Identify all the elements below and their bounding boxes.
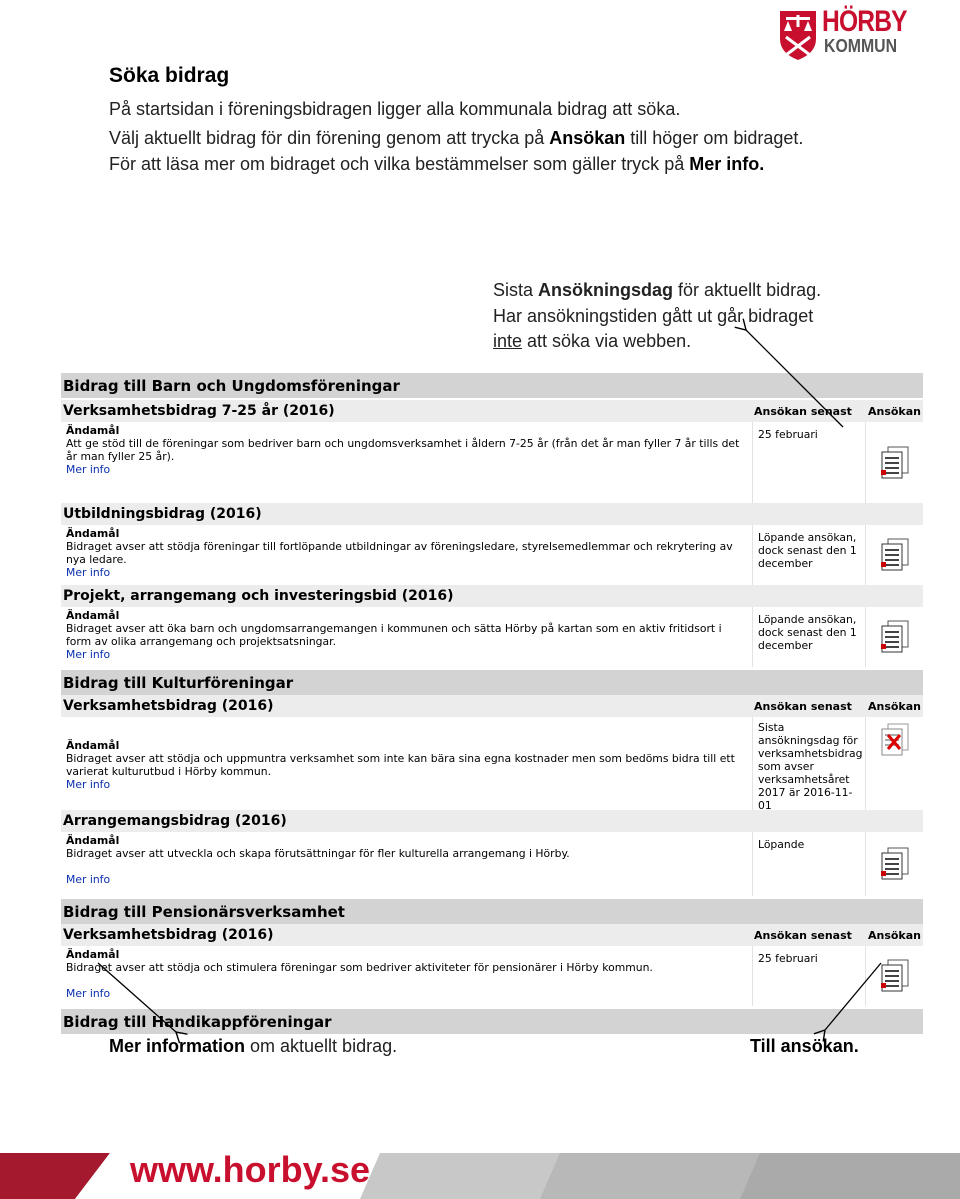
- more-info-link[interactable]: Mer info: [66, 463, 111, 476]
- grant-text: Bidraget avser att stödja och stimulera föreningar som bedriver aktiviteter för pensionärer i Hörby kommun.: [66, 961, 653, 974]
- intro-line-3: För att läsa mer om bidraget och vilka bestämmelser som gäller tryck på Mer info.: [109, 154, 765, 174]
- column-header-apply: Ansökan: [867, 700, 921, 713]
- grant-deadline: 25 februari: [753, 946, 866, 1006]
- column-header-apply: Ansökan: [867, 405, 921, 418]
- more-info-link[interactable]: Mer info: [66, 648, 111, 661]
- apply-caption: Till ansökan.: [750, 1036, 859, 1056]
- intro-line-1: På startsidan i föreningsbidragen ligger alla kommunala bidrag att söka.: [109, 99, 681, 119]
- grant-deadline: Löpande ansökan, dock senast den 1 december: [753, 525, 866, 585]
- purpose-label: Ändamål: [66, 527, 120, 540]
- intro-line-2: Välj aktuellt bidrag för din förening genom att trycka på Ansökan till höger om bidraget.: [109, 128, 804, 148]
- logo-text-horby: HÖRBY: [822, 5, 907, 38]
- purpose-label: Ändamål: [66, 948, 120, 961]
- arrow-icon: [746, 330, 843, 427]
- grant-name: Arrangemangsbidrag (2016): [61, 810, 923, 832]
- column-header-deadline: Ansökan senast: [754, 405, 852, 418]
- category-header: Bidrag till Kulturföreningar: [61, 670, 923, 695]
- grant-text: Bidraget avser att stödja och uppmuntra verksamhet som inte kan bära sina egna kostnader men som bedöms bidra till ett varierat kulturutbud i Hörby kommun.: [66, 752, 735, 778]
- grant-name: Utbildningsbidrag (2016): [61, 503, 923, 525]
- grant-deadline: 25 februari: [753, 422, 866, 503]
- grant-deadline: Löpande ansökan, dock senast den 1 december: [753, 607, 866, 667]
- deadline-callout: Sista Ansökningsdag för aktuellt bidrag. Har ansökningstiden gått ut går bidraget inte att söka via webben.: [493, 280, 822, 351]
- purpose-label: Ändamål: [66, 834, 120, 847]
- purpose-label: Ändamål: [66, 609, 120, 622]
- grant-name: Verksamhetsbidrag (2016): [63, 698, 274, 714]
- more-info-caption: Mer information om aktuellt bidrag.: [109, 1036, 398, 1056]
- category-header: Bidrag till Pensionärsverksamhet: [61, 899, 923, 924]
- column-header-deadline: Ansökan senast: [754, 929, 852, 942]
- grant-deadline: Sista ansökningsdag för verksamhetsbidrag som avser verksamhetsåret 2017 är 2016-11-01: [753, 717, 866, 810]
- purpose-label: Ändamål: [66, 739, 120, 752]
- footer-url[interactable]: www.horby.se: [130, 1149, 371, 1190]
- grant-name: Projekt, arrangemang och investeringsbid (2016): [61, 585, 923, 607]
- more-info-link[interactable]: Mer info: [66, 873, 111, 886]
- page-title: Söka bidrag: [109, 64, 230, 87]
- arrow-icon: [98, 963, 176, 1032]
- grant-text: Bidraget avser att stödja föreningar till fortlöpande utbildningar av föreningsledare, styrelsemedlemmar och rekrytering av nya ledare.: [66, 540, 733, 566]
- grant-text: Bidraget avser att utveckla och skapa förutsättningar för fler kulturella arrangemang i Hörby.: [66, 847, 570, 860]
- purpose-label: Ändamål: [66, 424, 120, 437]
- grant-name: Verksamhetsbidrag 7-25 år (2016): [63, 403, 335, 419]
- column-header-deadline: Ansökan senast: [754, 700, 852, 713]
- column-header-apply: Ansökan: [867, 929, 921, 942]
- more-info-link[interactable]: Mer info: [66, 987, 111, 1000]
- grant-text: Att ge stöd till de föreningar som bedriver barn och ungdomsverksamhet i åldern 7-25 år (från det år man fyller 7 år tills det år man fyller 25 år).: [66, 437, 740, 463]
- grant-deadline: Löpande: [753, 832, 866, 896]
- more-info-link[interactable]: Mer info: [66, 566, 111, 579]
- category-header: Bidrag till Handikappföreningar: [61, 1009, 923, 1034]
- grant-text: Bidraget avser att öka barn och ungdomsarrangemangen i kommunen och sätta Hörby på kartan som en aktiv fritidsort i form av olika arrangemang och projektsatsningar.: [66, 622, 722, 648]
- grant-name: Verksamhetsbidrag (2016): [63, 927, 274, 943]
- category-header: Bidrag till Barn och Ungdomsföreningar: [61, 373, 923, 398]
- more-info-link[interactable]: Mer info: [66, 778, 111, 791]
- arrow-icon: [825, 963, 881, 1030]
- logo-text-kommun: KOMMUN: [824, 36, 898, 56]
